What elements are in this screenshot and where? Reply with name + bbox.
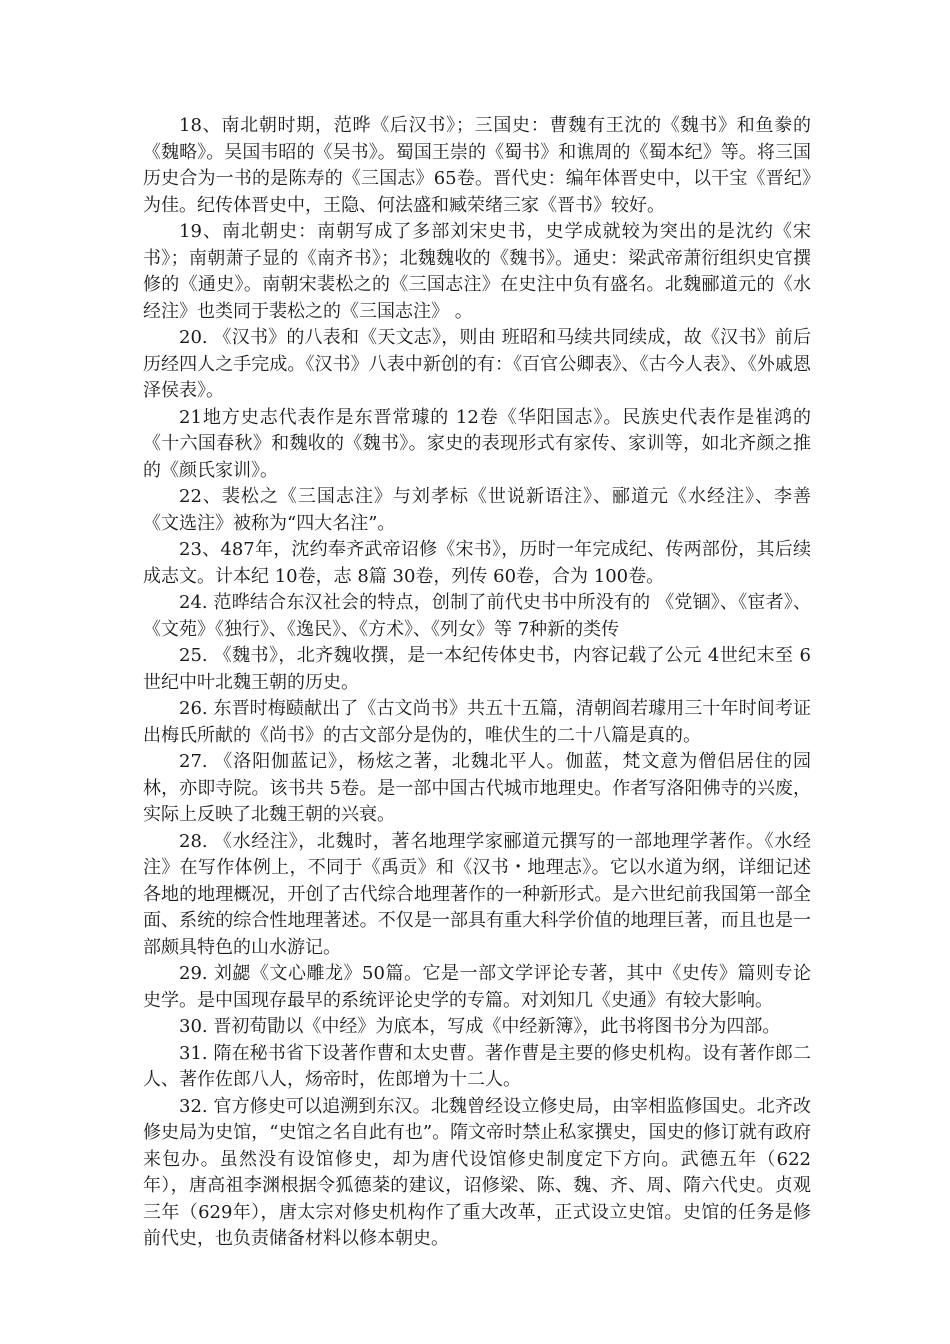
- paragraph-20: 20. 《汉书》的八表和《天文志》，则由 班昭和马续共同续成，故《汉书》前后历经四人之手完成。《汉书》八表中新创的有：《百官公卿表》、《古今人表》、《外戚恩泽侯表》。: [143, 327, 811, 401]
- document-body: [143, 113, 811, 1253]
- paragraph-19: 19、南北朝史：南朝写成了多部刘宋史书，史学成就较为突出的是沈约《宋书》；南朝萧子显的《南齐书》；北魏魏收的《魏书》。通史：梁武帝萧衍组织史官撰修的《通史》。南朝宋裴松之的《三国志注》在史注中负有盛名。北魏郦道元的《水经注》也类同于裴松之的《三国志注》 。: [143, 221, 811, 322]
- paragraph-18: 18、南北朝时期，范晔《后汉书》；三国史：曹魏有王沈的《魏书》和鱼豢的《魏略》。吴国韦昭的《吴书》。蜀国王崇的《蜀书》和谯周的《蜀本纪》等。将三国历史合为一书的是陈寿的《三国志》65卷。晋代史：编年体晋史中，以干宝《晋纪》为佳。纪传体晋史中，王隐、何法盛和臧荣绪三家《晋书》较好。: [143, 115, 811, 216]
- paragraph-26: 26. 东晋时梅赜献出了《古文尚书》共五十五篇，清朝阎若璩用三十年时间考证出梅氏所献的《尚书》的古文部分是伪的，唯伏生的二十八篇是真的。: [143, 698, 811, 746]
- paragraph-25: 25. 《魏书》，北齐魏收撰，是一本纪传体史书，内容记载了公元 4世纪末至 6世纪中叶北魏王朝的历史。: [143, 645, 811, 693]
- paragraph-31: 31. 隋在秘书省下设著作曹和太史曹。著作曹是主要的修史机构。设有著作郎二人、著作佐郎八人，炀帝时，佐郎增为十二人。: [143, 1042, 811, 1090]
- paragraph-32: 32. 官方修史可以追溯到东汉。北魏曾经设立修史局，由宰相监修国史。北齐改修史局为史馆，“史馆之名自此有也”。隋文帝时禁止私家撰史，国史的修订就有政府来包办。虽然没有设馆修史，却为唐代设馆修史制度定下方向。武德五年（622年），唐高祖李渊根据令狐德棻的建议，诏修梁、陈、魏、齐、周、隋六代史。贞观三年（629年），唐太宗对修史机构作了重大改革，正式设立史馆。史馆的任务是修前代史，也负责储备材料以修本朝史。: [143, 1095, 811, 1249]
- paragraph-22: 22、裴松之《三国志注》与刘孝标《世说新语注》、郦道元《水经注》、李善《文选注》被称为“四大名注”。: [143, 486, 811, 534]
- paragraph-21: 21地方史志代表作是东晋常璩的 12卷《华阳国志》。民族史代表作是崔鸿的《十六国春秋》和魏收的《魏书》。家史的表现形式有家传、家训等，如北齐颜之推的《颜氏家训》。: [143, 406, 811, 481]
- paragraph-23: 23、487年，沈约奉齐武帝诏修《宋书》，历时一年完成纪、传两部份，其后续成志文。计本纪 10卷，志 8篇 30卷，列传 60卷，合为 100卷。: [143, 539, 811, 587]
- paragraph-29: 29. 刘勰《文心雕龙》50篇。它是一部文学评论专著，其中《史传》篇则专论史学。是中国现存最早的系统评论史学的专篇。对刘知几《史通》有较大影响。: [143, 963, 811, 1011]
- paragraph-28: 28. 《水经注》，北魏时，著名地理学家郦道元撰写的一部地理学著作。《水经注》在写作体例上，不同于《禹贡》和《汉书・地理志》。它以水道为纲，详细记述各地的地理概况，开创了古代综合地理著作的一种新形式。是六世纪前我国第一部全面、系统的综合性地理著述。不仅是一部具有重大科学价值的地理巨著，而且也是一部颇具特色的山水游记。: [143, 830, 811, 958]
- paragraph-24: 24. 范晔结合东汉社会的特点，创制了前代史书中所没有的 《党锢》、《宦者》、《文苑》《独行》、《逸民》、《方术》、《列女》等 7种新的类传: [143, 592, 811, 640]
- paragraph-27: 27. 《洛阳伽蓝记》，杨炫之著，北魏北平人。伽蓝，梵文意为僧侣居住的园林，亦即寺院。该书共 5卷。是一部中国古代城市地理史。作者写洛阳佛寺的兴废，实际上反映了北魏王朝的兴衰。: [143, 751, 811, 825]
- paragraph-30: 30. 晋初荀勖以《中经》为底本，写成《中经新簿》，此书将图书分为四部。: [179, 1016, 781, 1037]
